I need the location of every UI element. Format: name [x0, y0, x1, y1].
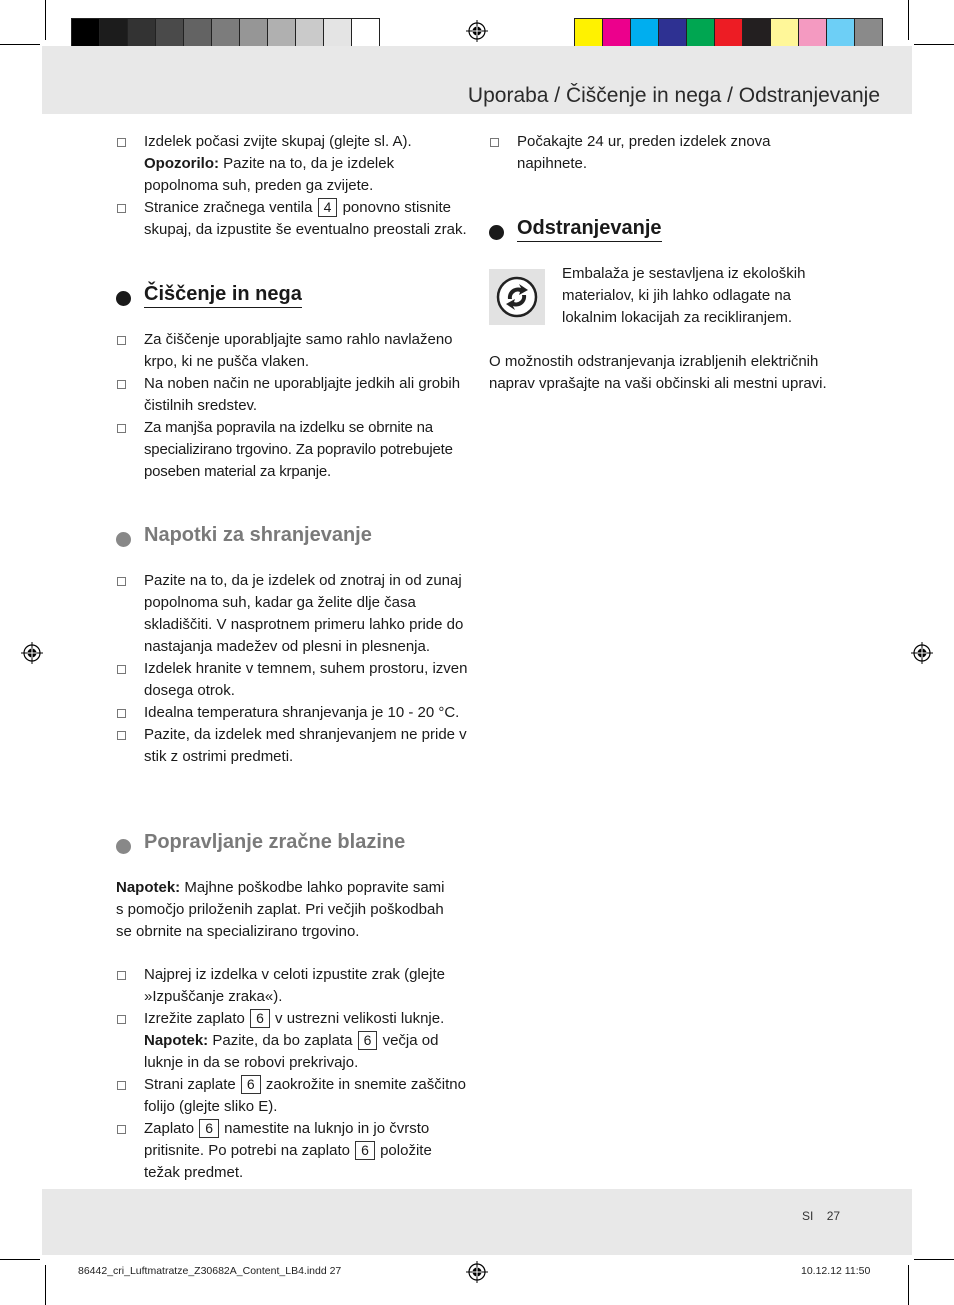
- process-color-bar: [574, 18, 883, 48]
- color-swatch: [687, 19, 715, 47]
- crop-mark: [914, 44, 954, 45]
- part-number-badge: 6: [358, 1031, 378, 1050]
- color-swatch: [240, 19, 268, 47]
- checkbox-bullet-icon: [117, 380, 126, 389]
- list-item: Za manjša popravila na izdelku se obrnite na specializirano trgovino. Za popravilo potrebujete poseben material za krpanje.: [116, 417, 468, 483]
- checkbox-bullet-icon: [117, 424, 126, 433]
- crop-mark: [45, 1265, 46, 1305]
- right-wait-list: [489, 131, 834, 175]
- color-swatch: [100, 19, 128, 47]
- bullet-dot-icon: [116, 839, 131, 854]
- slug-datetime: 10.12.12 11:50: [801, 1265, 871, 1277]
- page-number: SI 27: [802, 1209, 841, 1223]
- part-number-badge: 6: [241, 1075, 261, 1094]
- color-swatch: [603, 19, 631, 47]
- color-swatch: [575, 19, 603, 47]
- left-intro-list: [116, 131, 468, 241]
- color-swatch: [268, 19, 296, 47]
- storage-list: [116, 570, 468, 768]
- checkbox-bullet-icon: [117, 971, 126, 980]
- recycling-logo-icon: [489, 269, 545, 325]
- color-swatch: [631, 19, 659, 47]
- list-item: Izrežite zaplato 6 v ustrezni velikosti luknje. Napotek: Pazite, da bo zaplata 6 večja od luknje in da se robovi prekrivajo.: [116, 1008, 468, 1074]
- list-item: Počakajte 24 ur, preden izdelek znova napihnete.: [489, 131, 834, 175]
- color-swatch: [799, 19, 827, 47]
- grayscale-color-bar: [71, 18, 380, 48]
- color-swatch: [771, 19, 799, 47]
- checkbox-bullet-icon: [117, 709, 126, 718]
- color-swatch: [352, 19, 379, 47]
- crop-mark: [914, 1259, 954, 1260]
- crop-mark: [0, 44, 40, 45]
- list-item: Najprej iz izdelka v celoti izpustite zrak (glejte »Izpuščanje zraka«).: [116, 964, 468, 1008]
- bullet-dot-icon: [116, 291, 131, 306]
- part-number-badge: 6: [355, 1141, 375, 1160]
- cleaning-list: [116, 329, 468, 483]
- checkbox-bullet-icon: [117, 1081, 126, 1090]
- checkbox-bullet-icon: [117, 731, 126, 740]
- crop-mark: [908, 0, 909, 40]
- checkbox-bullet-icon: [117, 1125, 126, 1134]
- color-swatch: [855, 19, 882, 47]
- color-swatch: [827, 19, 855, 47]
- registration-mark-icon: [466, 1261, 488, 1283]
- list-item: Idealna temperatura shranjevanja je 10 - 20 °C.: [116, 702, 468, 724]
- list-item: Izdelek počasi zvijte skupaj (glejte sl. A). Opozorilo: Pazite na to, da je izdelek popolnoma suh, preden ga zvijete.: [116, 131, 468, 197]
- checkbox-bullet-icon: [117, 1015, 126, 1024]
- bullet-dot-icon: [489, 225, 504, 240]
- checkbox-bullet-icon: [117, 204, 126, 213]
- checkbox-bullet-icon: [117, 138, 126, 147]
- color-swatch: [128, 19, 156, 47]
- part-number-badge: 6: [199, 1119, 219, 1138]
- color-swatch: [324, 19, 352, 47]
- packaging-text: Embalaža je sestavljena iz ekoloških materialov, ki jih lahko odlagate na lokalnim lokacijah za recikliranjem.: [562, 265, 806, 326]
- footer-band: [42, 1189, 912, 1255]
- registration-mark-icon: [466, 20, 488, 42]
- color-swatch: [156, 19, 184, 47]
- color-swatch: [296, 19, 324, 47]
- crop-mark: [908, 1265, 909, 1305]
- part-number-badge: 6: [250, 1009, 270, 1028]
- checkbox-bullet-icon: [117, 577, 126, 586]
- color-swatch: [72, 19, 100, 47]
- list-item: Strani zaplate 6 zaokrožite in snemite zaščitno folijo (glejte sliko E).: [116, 1074, 468, 1118]
- devices-text: O možnostih odstranjevanja izrabljenih električnih naprav vprašajte na vaši občinski ali mestni upravi.: [489, 353, 827, 392]
- color-swatch: [743, 19, 771, 47]
- crop-mark: [0, 1259, 40, 1260]
- checkbox-bullet-icon: [117, 336, 126, 345]
- list-item: Zaplato 6 namestite na luknjo in jo čvrsto pritisnite. Po potrebi na zaplato 6 položite težak predmet.: [116, 1118, 468, 1184]
- crop-mark: [45, 0, 46, 40]
- slug-filename: 86442_cri_Luftmatratze_Z30682A_Content_LB4.indd 27: [78, 1265, 342, 1277]
- green-dot-recycling-icon: [489, 269, 545, 325]
- checkbox-bullet-icon: [117, 665, 126, 674]
- page-title: Uporaba / Čiščenje in nega / Odstranjevanje: [467, 84, 880, 107]
- bullet-dot-icon: [116, 532, 131, 547]
- part-number-badge: 4: [318, 198, 338, 217]
- list-item: Izdelek hranite v temnem, suhem prostoru, izven dosega otrok.: [116, 658, 468, 702]
- list-item: Za čiščenje uporabljajte samo rahlo navlaženo krpo, ki ne pušča vlaken.: [116, 329, 468, 373]
- color-swatch: [715, 19, 743, 47]
- repair-list: [116, 964, 468, 1184]
- list-item: Na noben način ne uporabljajte jedkih ali grobih čistilnih sredstev.: [116, 373, 468, 417]
- registration-mark-icon: [21, 642, 43, 664]
- checkbox-bullet-icon: [490, 138, 499, 147]
- list-item: Pazite, da izdelek med shranjevanjem ne pride v stik z ostrimi predmeti.: [116, 724, 468, 768]
- color-swatch: [659, 19, 687, 47]
- repair-note: Napotek: Majhne poškodbe lahko popravite sami s pomočjo priloženih zaplat. Pri večjih poškodbah se obrnite na specializirano trgovino.: [116, 879, 445, 940]
- list-item: Stranice zračnega ventila 4 ponovno stisnite skupaj, da izpustite še eventualno preostali zrak.: [116, 197, 468, 241]
- list-item: Pazite na to, da je izdelek od znotraj in od zunaj popolnoma suh, kadar ga želite dlje časa skladiščiti. V nasprotnem primeru lahko pride do nastajanja madežev od plesni in plesnenja.: [116, 570, 468, 658]
- color-swatch: [212, 19, 240, 47]
- registration-mark-icon: [911, 642, 933, 664]
- color-swatch: [184, 19, 212, 47]
